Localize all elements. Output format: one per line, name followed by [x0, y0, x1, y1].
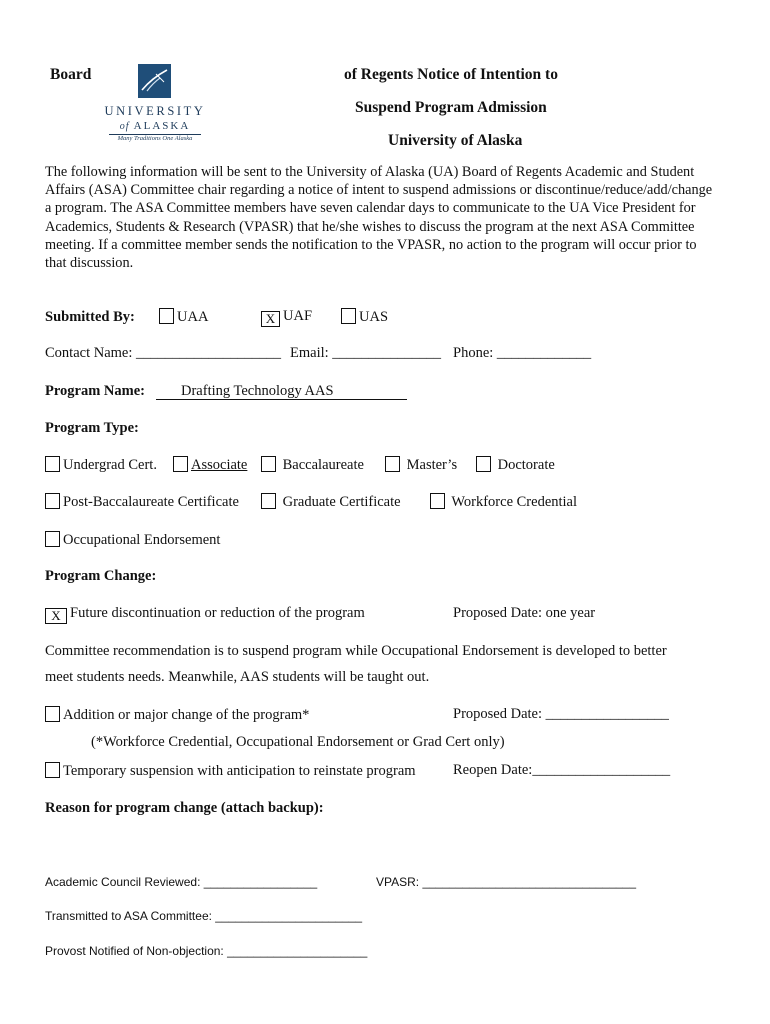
baccalaureate-label: Baccalaureate: [282, 457, 364, 473]
intro-paragraph: The following information will be sent to the University of Alaska (UA) Board of Regents Academic and Student Affairs (ASA) Committee chair regarding a notice of intent to suspend admissions or discontinue/reduce/add/change a program. The ASA Committee members have seven calendar days to communicate to the UA Vice President for Academics, Students & Research (VPASR) that he/she wishes to discuss the program at the next ASA Committee meeting. If a committee member sends the notification to the VPASR, no action to the program will occur prior to that discussion.: [45, 164, 713, 272]
future-checkbox[interactable]: X: [45, 608, 67, 624]
post-bacc-checkbox[interactable]: [45, 493, 60, 509]
title-board: Board: [50, 66, 92, 83]
addition-note: (*Workforce Credential, Occupational Endorsement or Grad Cert only): [91, 734, 505, 750]
addition-label: Addition or major change of the program*: [63, 707, 310, 723]
vpasr-field[interactable]: VPASR: ________________________________: [376, 875, 637, 889]
undergrad-cert-label: Undergrad Cert.: [63, 457, 157, 473]
phone-field[interactable]: Phone: _____________: [453, 345, 592, 361]
change-future[interactable]: [45, 605, 365, 624]
title-line2: Suspend Program Admission: [355, 99, 547, 116]
temporary-label: Temporary suspension with anticipation to reinstate program: [63, 763, 416, 779]
temporary-checkbox[interactable]: [45, 762, 60, 778]
doctorate-checkbox[interactable]: [476, 456, 491, 472]
type-post-bacc[interactable]: [45, 493, 239, 511]
provost-field[interactable]: Provost Notified of Non-objection: _____________________: [45, 944, 368, 958]
type-associate[interactable]: [173, 456, 247, 474]
occupational-checkbox[interactable]: [45, 531, 60, 547]
transmitted-field[interactable]: Transmitted to ASA Committee: ______________________: [45, 909, 363, 923]
occupational-label: Occupational Endorsement: [63, 532, 221, 548]
logo-emblem-icon: [138, 64, 171, 98]
doctorate-label: Doctorate: [497, 457, 555, 473]
uas-label: UAS: [359, 309, 389, 325]
university-logo: [103, 64, 207, 146]
title-line1: of Regents Notice of Intention to: [344, 66, 558, 83]
submitted-uaf-option[interactable]: [261, 308, 312, 327]
uaf-checkbox[interactable]: X: [261, 311, 280, 327]
type-baccalaureate[interactable]: [261, 456, 364, 474]
masters-checkbox[interactable]: [385, 456, 400, 472]
post-bacc-label: Post-Baccalaureate Certificate: [63, 494, 239, 510]
change-addition[interactable]: [45, 706, 309, 724]
type-occupational[interactable]: [45, 531, 220, 549]
reopen-date-field[interactable]: Reopen Date:___________________: [453, 762, 671, 778]
undergrad-cert-checkbox[interactable]: [45, 456, 60, 472]
submitted-by-label: Submitted By:: [45, 309, 135, 325]
reason-label: Reason for program change (attach backup):: [45, 800, 324, 816]
workforce-label: Workforce Credential: [451, 494, 578, 510]
type-graduate-cert[interactable]: [261, 493, 401, 511]
logo-alaska-text: of ALASKA: [119, 120, 191, 132]
type-masters[interactable]: [385, 456, 457, 474]
type-doctorate[interactable]: [476, 456, 555, 474]
submitted-uas-option[interactable]: [341, 308, 388, 326]
program-name-label: Program Name:: [45, 383, 145, 399]
workforce-checkbox[interactable]: [430, 493, 445, 509]
uaa-checkbox[interactable]: [159, 308, 174, 324]
masters-label: Master’s: [406, 457, 458, 473]
program-name-field[interactable]: [156, 383, 407, 400]
email-field[interactable]: Email: _______________: [290, 345, 442, 361]
program-type-label: Program Type:: [45, 420, 139, 436]
program-change-label: Program Change:: [45, 568, 157, 584]
type-undergrad-cert[interactable]: [45, 456, 157, 474]
uaf-label: UAF: [283, 308, 313, 324]
uaa-label: UAA: [177, 309, 209, 325]
academic-council-field[interactable]: Academic Council Reviewed: _________________: [45, 875, 318, 889]
logo-tagline: Many Traditions One Alaska: [117, 135, 193, 142]
change-note-line1: Committee recommendation is to suspend program while Occupational Endorsement is developed to better: [45, 643, 667, 659]
change-temporary[interactable]: [45, 762, 416, 780]
associate-checkbox[interactable]: [173, 456, 188, 472]
addition-checkbox[interactable]: [45, 706, 60, 722]
addition-proposed-date[interactable]: Proposed Date: _________________: [453, 706, 669, 722]
uas-checkbox[interactable]: [341, 308, 356, 324]
graduate-cert-checkbox[interactable]: [261, 493, 276, 509]
title-line3: University of Alaska: [388, 132, 523, 149]
graduate-cert-label: Graduate Certificate: [282, 494, 401, 510]
program-name-value: Drafting Technology AAS: [181, 383, 334, 399]
associate-label: Associate: [191, 457, 248, 473]
future-label: Future discontinuation or reduction of the program: [70, 605, 365, 621]
future-proposed-date: Proposed Date: one year: [453, 605, 596, 621]
change-note-line2: meet students needs. Meanwhile, AAS students will be taught out.: [45, 669, 430, 685]
type-workforce[interactable]: [430, 493, 577, 511]
submitted-uaa-option[interactable]: [159, 308, 208, 326]
logo-university-text: UNIVERSITY: [104, 104, 206, 118]
contact-name-field[interactable]: Contact Name: ____________________: [45, 345, 282, 361]
baccalaureate-checkbox[interactable]: [261, 456, 276, 472]
